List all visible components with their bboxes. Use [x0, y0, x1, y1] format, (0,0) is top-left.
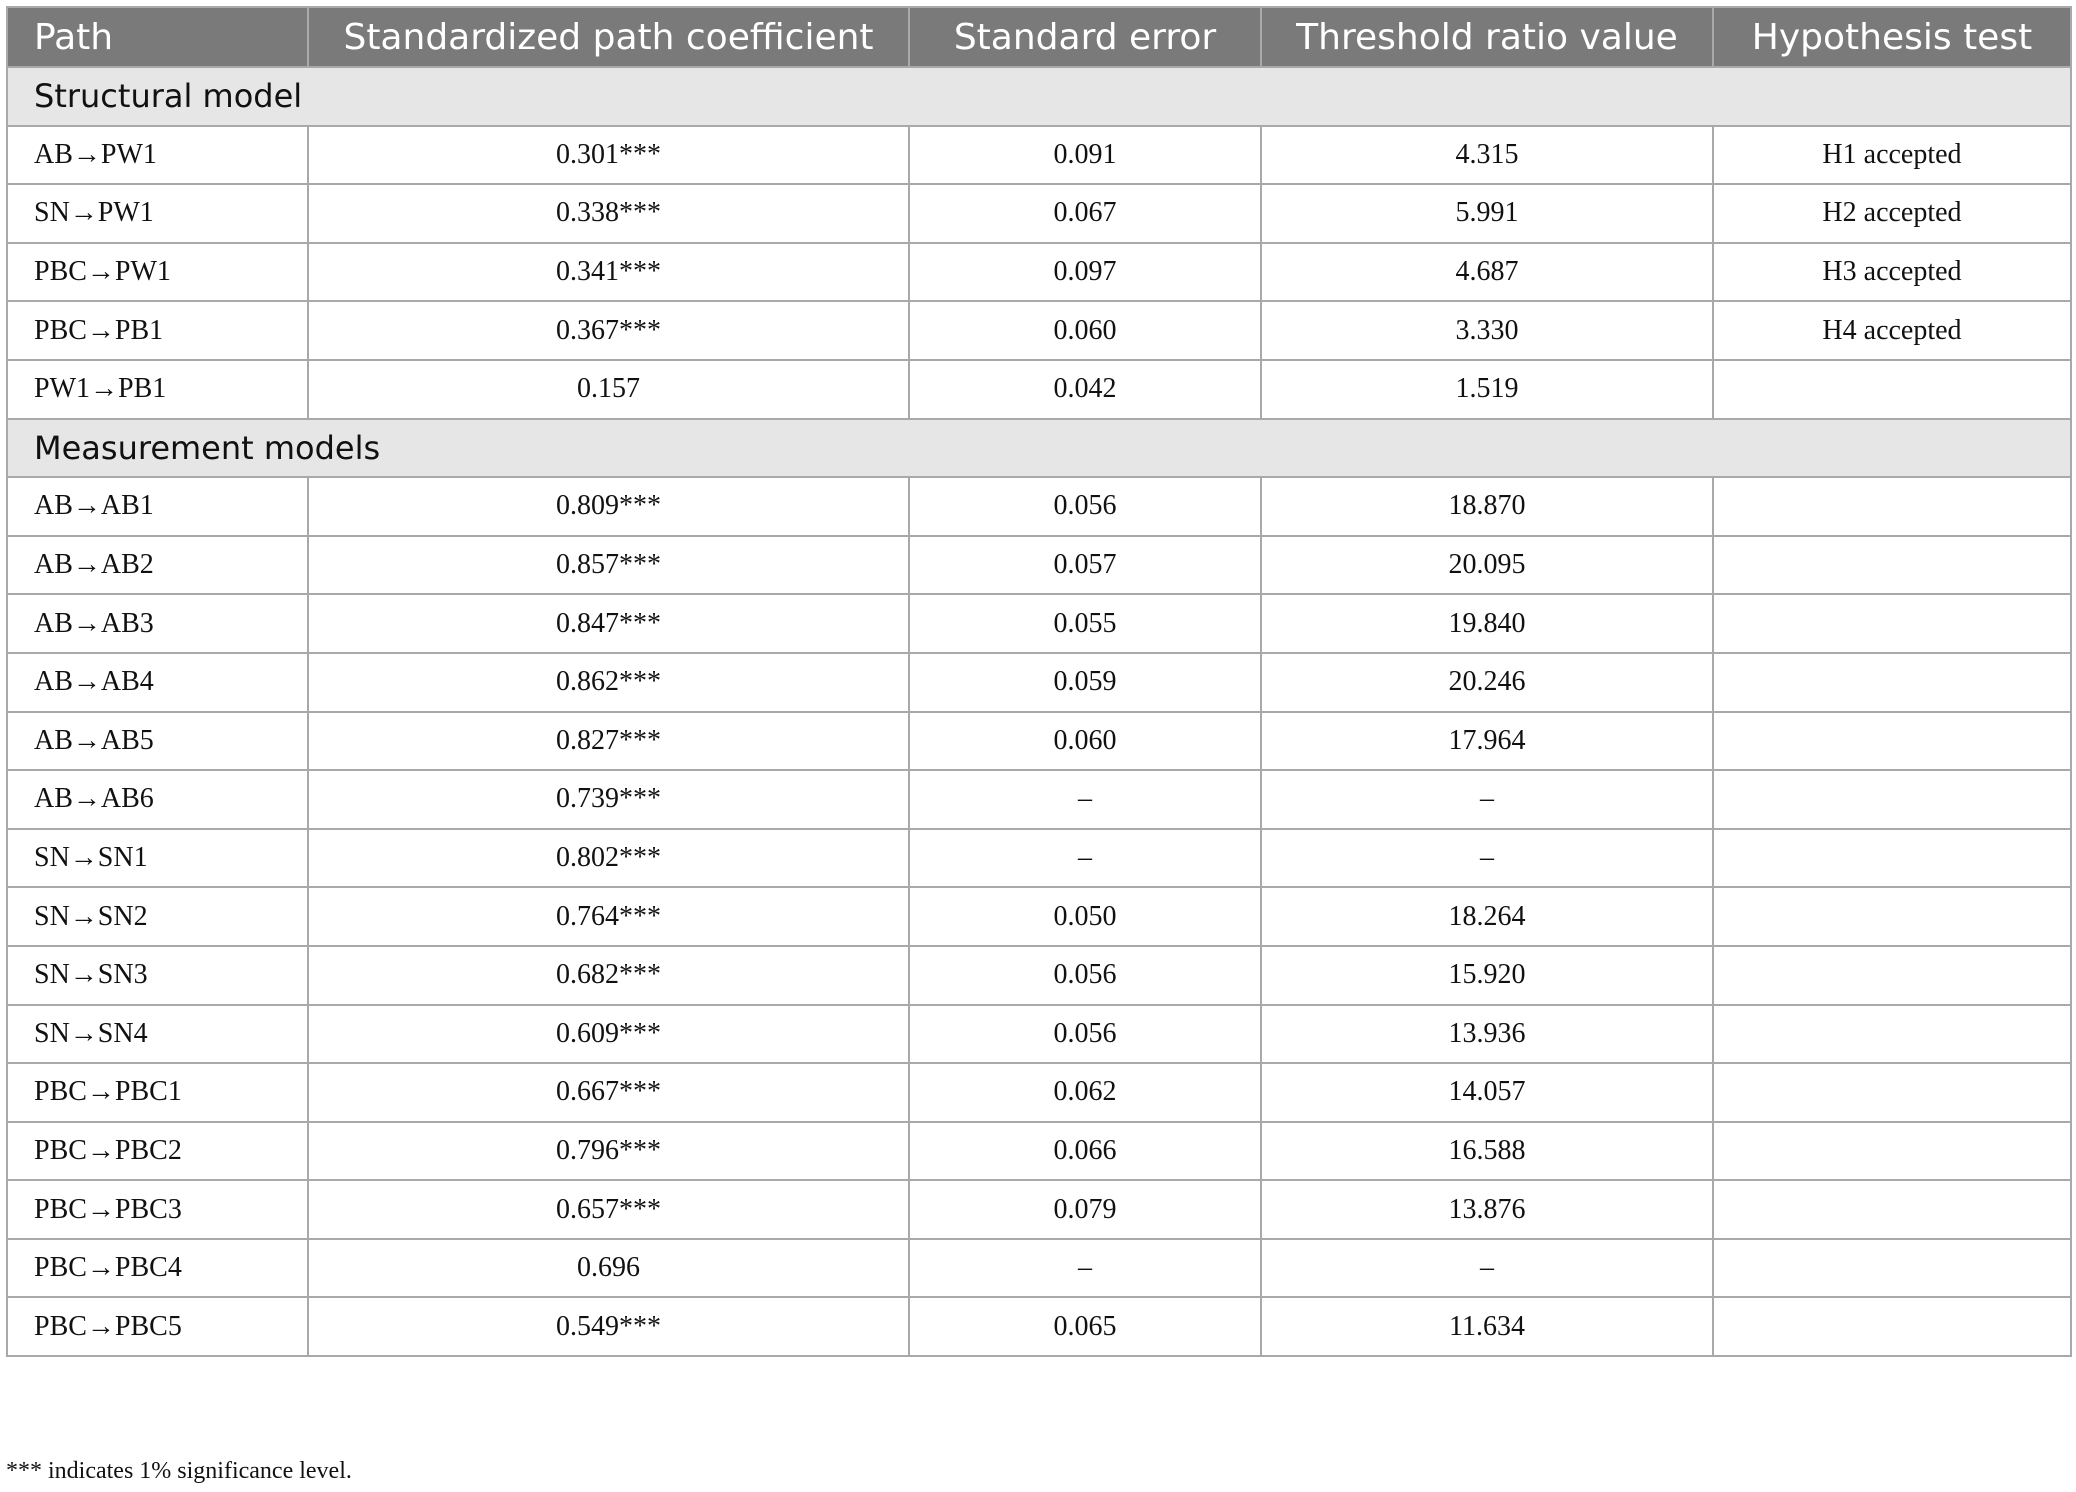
table-row	[7, 1122, 2071, 1181]
cell-hypothesis	[1713, 829, 2071, 888]
cell-threshold-ratio: 13.876	[1261, 1180, 1713, 1239]
cell-hypothesis	[1713, 1122, 2071, 1181]
cell-threshold-ratio: 19.840	[1261, 594, 1713, 653]
cell-standard-error: 0.056	[909, 1005, 1261, 1064]
cell-threshold-ratio: –	[1261, 1239, 1713, 1298]
table-row	[7, 712, 2071, 771]
cell-threshold-ratio: 4.315	[1261, 126, 1713, 185]
cell-standard-error: 0.056	[909, 477, 1261, 536]
cell-path: AB→AB3	[7, 594, 308, 653]
cell-path: SN→SN2	[7, 887, 308, 946]
cell-path: AB→AB5	[7, 712, 308, 771]
cell-threshold-ratio: 15.920	[1261, 946, 1713, 1005]
cell-threshold-ratio: 18.870	[1261, 477, 1713, 536]
cell-path: PBC→PBC4	[7, 1239, 308, 1298]
table-row	[7, 243, 2071, 302]
cell-coefficient: 0.341***	[308, 243, 909, 302]
table-row	[7, 1180, 2071, 1239]
cell-hypothesis	[1713, 1239, 2071, 1298]
table-row	[7, 184, 2071, 243]
table-row	[7, 1005, 2071, 1064]
table-row	[7, 1063, 2071, 1122]
cell-threshold-ratio: 14.057	[1261, 1063, 1713, 1122]
cell-coefficient: 0.667***	[308, 1063, 909, 1122]
cell-standard-error: 0.059	[909, 653, 1261, 712]
cell-standard-error: 0.057	[909, 536, 1261, 595]
cell-hypothesis	[1713, 887, 2071, 946]
cell-path: PBC→PB1	[7, 301, 308, 360]
table-row	[7, 536, 2071, 595]
cell-hypothesis	[1713, 1063, 2071, 1122]
cell-hypothesis	[1713, 712, 2071, 771]
cell-coefficient: 0.809***	[308, 477, 909, 536]
cell-coefficient: 0.549***	[308, 1297, 909, 1356]
cell-threshold-ratio: 5.991	[1261, 184, 1713, 243]
table-row	[7, 770, 2071, 829]
cell-threshold-ratio: –	[1261, 770, 1713, 829]
header-row	[7, 7, 2071, 67]
section-title: Measurement models	[7, 419, 2071, 478]
cell-hypothesis: H1 accepted	[1713, 126, 2071, 185]
header-path: Path	[7, 7, 308, 67]
cell-path: AB→AB4	[7, 653, 308, 712]
table-body	[7, 67, 2071, 1356]
cell-standard-error: 0.060	[909, 712, 1261, 771]
cell-coefficient: 0.847***	[308, 594, 909, 653]
table-row	[7, 1297, 2071, 1356]
cell-standard-error: 0.097	[909, 243, 1261, 302]
table-row	[7, 887, 2071, 946]
header-standard-error: Standard error	[909, 7, 1261, 67]
cell-coefficient: 0.802***	[308, 829, 909, 888]
cell-hypothesis	[1713, 653, 2071, 712]
cell-hypothesis	[1713, 1005, 2071, 1064]
cell-path: SN→PW1	[7, 184, 308, 243]
cell-standard-error: 0.055	[909, 594, 1261, 653]
cell-hypothesis: H4 accepted	[1713, 301, 2071, 360]
cell-standard-error: 0.050	[909, 887, 1261, 946]
cell-path: PBC→PBC3	[7, 1180, 308, 1239]
cell-threshold-ratio: 18.264	[1261, 887, 1713, 946]
section-row	[7, 67, 2071, 126]
cell-hypothesis	[1713, 770, 2071, 829]
cell-path: AB→AB6	[7, 770, 308, 829]
cell-coefficient: 0.827***	[308, 712, 909, 771]
cell-threshold-ratio: 17.964	[1261, 712, 1713, 771]
cell-hypothesis	[1713, 536, 2071, 595]
cell-path: AB→AB1	[7, 477, 308, 536]
cell-hypothesis	[1713, 360, 2071, 419]
table-row	[7, 477, 2071, 536]
cell-standard-error: –	[909, 770, 1261, 829]
cell-coefficient: 0.367***	[308, 301, 909, 360]
cell-standard-error: 0.065	[909, 1297, 1261, 1356]
table-row	[7, 594, 2071, 653]
section-title: Structural model	[7, 67, 2071, 126]
cell-standard-error: –	[909, 829, 1261, 888]
cell-standard-error: 0.079	[909, 1180, 1261, 1239]
cell-coefficient: 0.796***	[308, 1122, 909, 1181]
cell-coefficient: 0.739***	[308, 770, 909, 829]
header-coefficient: Standardized path coefficient	[308, 7, 909, 67]
cell-coefficient: 0.764***	[308, 887, 909, 946]
cell-path: PBC→PW1	[7, 243, 308, 302]
cell-coefficient: 0.857***	[308, 536, 909, 595]
cell-coefficient: 0.657***	[308, 1180, 909, 1239]
cell-coefficient: 0.609***	[308, 1005, 909, 1064]
cell-coefficient: 0.682***	[308, 946, 909, 1005]
cell-threshold-ratio: –	[1261, 829, 1713, 888]
cell-path: SN→SN1	[7, 829, 308, 888]
cell-standard-error: 0.060	[909, 301, 1261, 360]
cell-path: PBC→PBC2	[7, 1122, 308, 1181]
cell-threshold-ratio: 4.687	[1261, 243, 1713, 302]
cell-hypothesis: H2 accepted	[1713, 184, 2071, 243]
table-row	[7, 301, 2071, 360]
table-row	[7, 653, 2071, 712]
table-row	[7, 946, 2071, 1005]
cell-standard-error: 0.056	[909, 946, 1261, 1005]
cell-threshold-ratio: 20.095	[1261, 536, 1713, 595]
cell-coefficient: 0.862***	[308, 653, 909, 712]
results-table	[6, 6, 2072, 1357]
table-row	[7, 829, 2071, 888]
cell-hypothesis: H3 accepted	[1713, 243, 2071, 302]
cell-hypothesis	[1713, 946, 2071, 1005]
cell-standard-error: –	[909, 1239, 1261, 1298]
cell-standard-error: 0.062	[909, 1063, 1261, 1122]
cell-path: PBC→PBC1	[7, 1063, 308, 1122]
cell-threshold-ratio: 1.519	[1261, 360, 1713, 419]
cell-hypothesis	[1713, 477, 2071, 536]
cell-path: SN→SN4	[7, 1005, 308, 1064]
cell-threshold-ratio: 11.634	[1261, 1297, 1713, 1356]
cell-standard-error: 0.067	[909, 184, 1261, 243]
footnote: *** indicates 1% significance level.	[6, 1458, 352, 1484]
table-row	[7, 126, 2071, 185]
header-hypothesis-test: Hypothesis test	[1713, 7, 2071, 67]
cell-path: AB→AB2	[7, 536, 308, 595]
header-threshold-ratio: Threshold ratio value	[1261, 7, 1713, 67]
cell-threshold-ratio: 20.246	[1261, 653, 1713, 712]
cell-threshold-ratio: 3.330	[1261, 301, 1713, 360]
cell-hypothesis	[1713, 1180, 2071, 1239]
cell-hypothesis	[1713, 594, 2071, 653]
cell-standard-error: 0.066	[909, 1122, 1261, 1181]
cell-threshold-ratio: 16.588	[1261, 1122, 1713, 1181]
cell-coefficient: 0.338***	[308, 184, 909, 243]
table-row	[7, 1239, 2071, 1298]
cell-standard-error: 0.091	[909, 126, 1261, 185]
cell-path: PBC→PBC5	[7, 1297, 308, 1356]
table-row	[7, 360, 2071, 419]
cell-path: PW1→PB1	[7, 360, 308, 419]
cell-hypothesis	[1713, 1297, 2071, 1356]
cell-coefficient: 0.696	[308, 1239, 909, 1298]
cell-path: SN→SN3	[7, 946, 308, 1005]
cell-path: AB→PW1	[7, 126, 308, 185]
cell-coefficient: 0.301***	[308, 126, 909, 185]
cell-threshold-ratio: 13.936	[1261, 1005, 1713, 1064]
cell-standard-error: 0.042	[909, 360, 1261, 419]
section-row	[7, 419, 2071, 478]
cell-coefficient: 0.157	[308, 360, 909, 419]
